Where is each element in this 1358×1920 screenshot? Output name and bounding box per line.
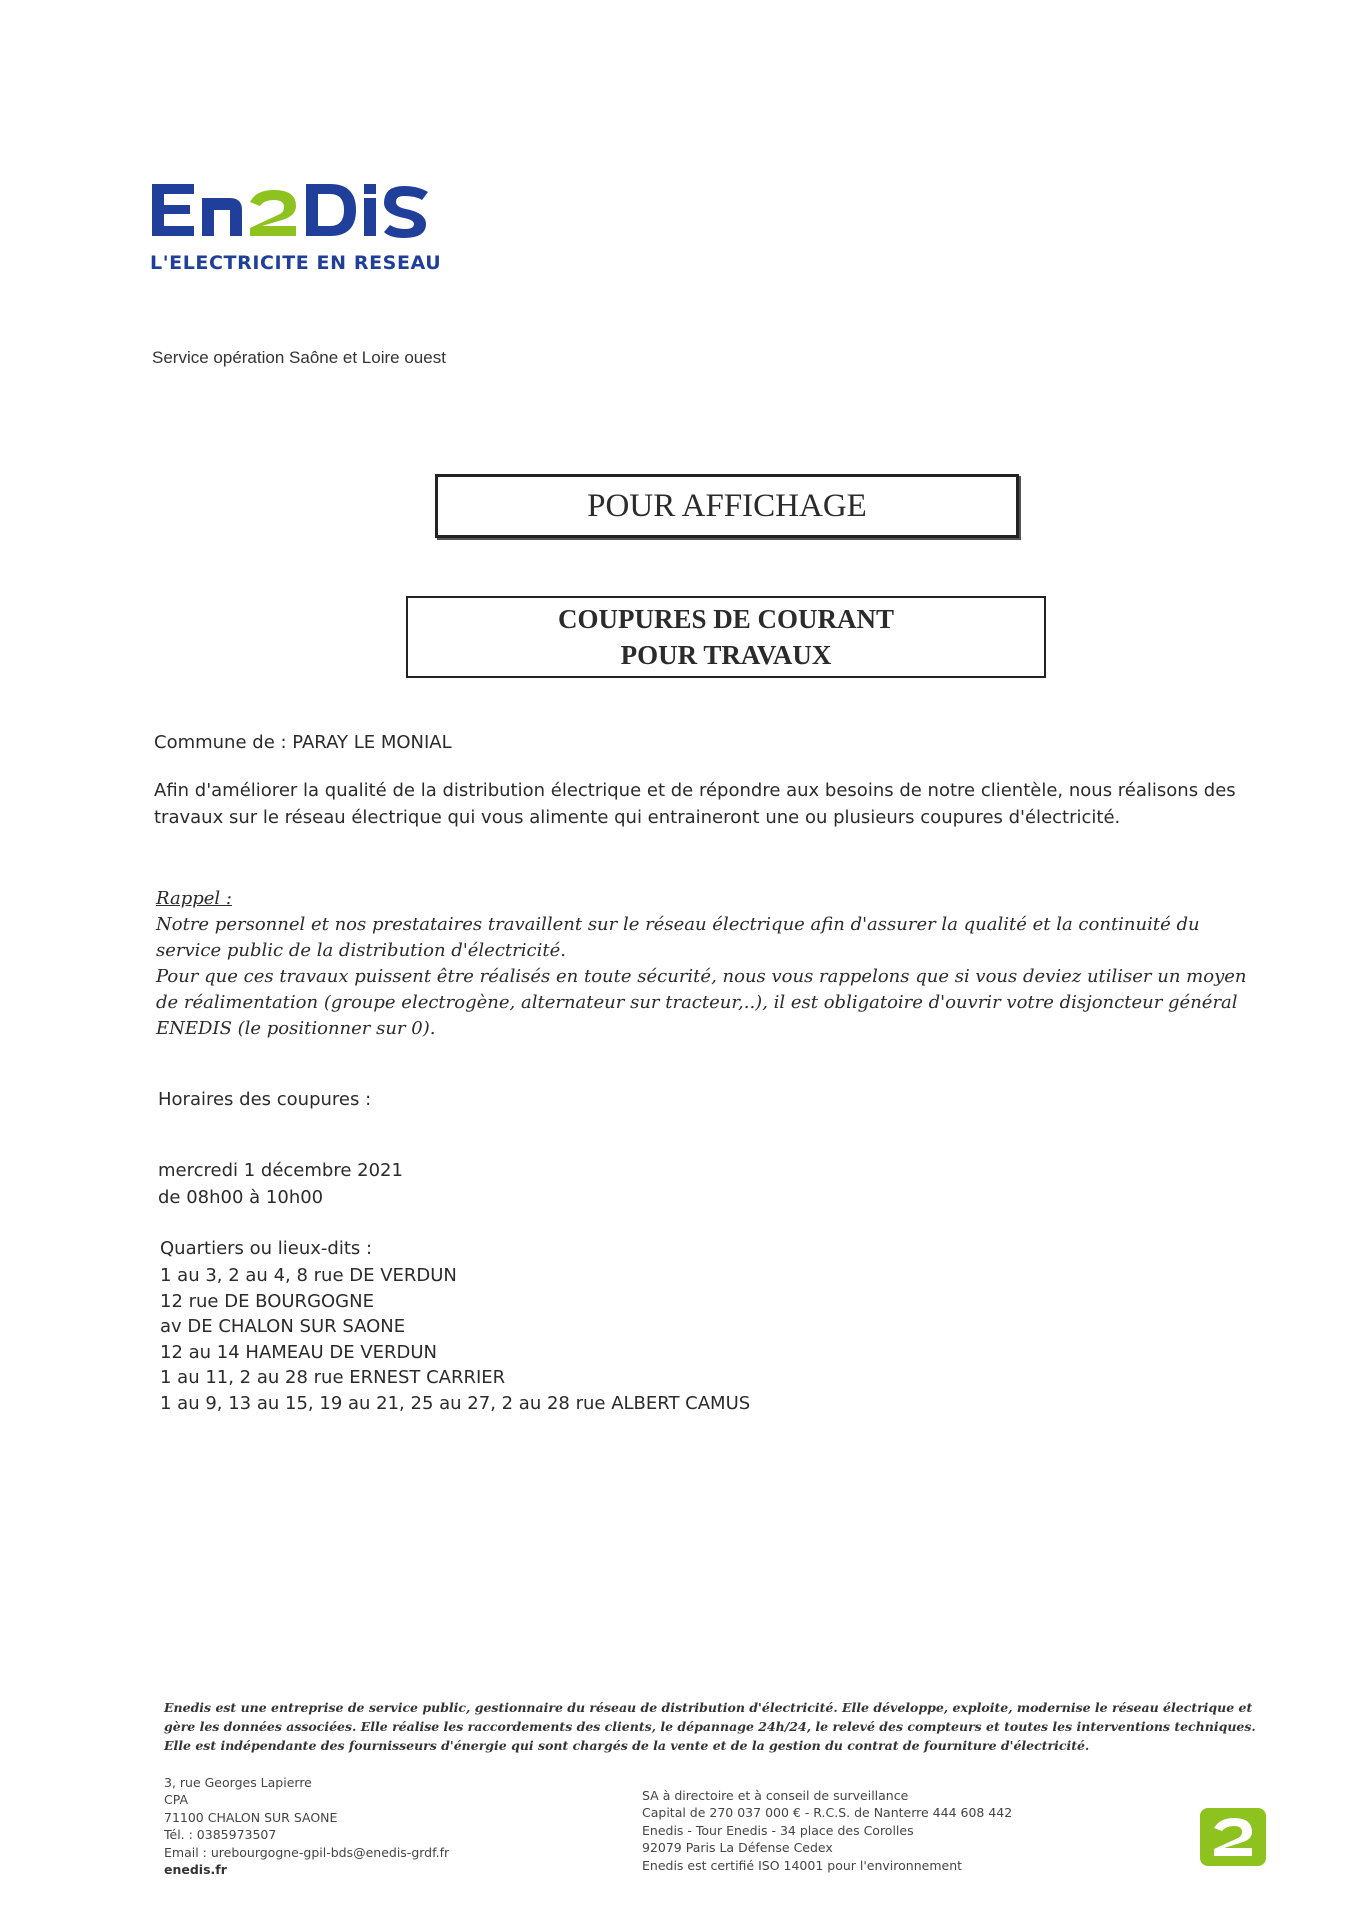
commune: Commune de : PARAY LE MONIAL: [154, 732, 452, 753]
pour-affichage-title: POUR AFFICHAGE: [587, 487, 867, 524]
pour-affichage-box: [435, 474, 1019, 538]
footer-description: Enedis est une entreprise de service public, gestionnaire du réseau de distribution d'électricité. Elle développe, exploite, modernise le réseau électrique et gère les données associées. Elle réalise les raccordements des clients, le dépannage 24h/24, le relevé des compteurs et toutes les interventions techniques. Elle est indépendante des fournisseurs d'énergie qui sont chargés de la vente et de la gestion du contrat de fourniture d'électricité.: [164, 1700, 1256, 1753]
address-email[interactable]: Email : urebourgogne-gpil-bds@enedis-grdf.fr: [164, 1844, 450, 1860]
coupures-box: [406, 596, 1046, 678]
address-line: 3, rue Georges Lapierre: [164, 1775, 312, 1790]
street-list: [160, 1263, 750, 1417]
legal-line: Capital de 270 037 000 € - R.C.S. de Nanterre 444 608 442: [642, 1805, 1013, 1821]
enedis-wordmark: [150, 176, 450, 246]
logo-tagline: L'ELECTRICITE EN RESEAU: [150, 252, 442, 274]
legal-line: Enedis est certifié ISO 14001 pour l'environnement: [642, 1857, 963, 1873]
quartiers-label: Quartiers ou lieux-dits :: [160, 1238, 373, 1259]
rappel-title: Rappel :: [156, 888, 232, 909]
footer-legal: [642, 1787, 1012, 1874]
coupures-title-line2: POUR TRAVAUX: [620, 640, 832, 670]
street-item: 1 au 9, 13 au 15, 19 au 21, 25 au 27, 2 au 28 rue ALBERT CAMUS: [160, 1392, 751, 1414]
address-line: CPA: [164, 1792, 189, 1808]
legal-line: SA à directoire et à conseil de surveillance: [642, 1788, 909, 1803]
rappel-paragraph-2: Pour que ces travaux puissent être réalisés en toute sécurité, nous vous rappelons que si vous deviez utiliser un moyen de réalimentation (groupe electrogène, alternateur sur tracteur,..), il est obligatoire d'ouvrir votre disjoncteur général ENEDIS (le positionner sur 0).: [156, 966, 1247, 1039]
street-item: av DE CHALON SUR SAONE: [160, 1316, 406, 1338]
coupures-title-line1: COUPURES DE COURANT: [557, 604, 895, 634]
rappel-paragraph-1: Notre personnel et nos prestataires travaillent sur le réseau électrique afin d'assurer la qualité et la continuité du service public de la distribution d'électricité.: [156, 914, 1200, 961]
street-item: 12 au 14 HAMEAU DE VERDUN: [160, 1341, 438, 1363]
rappel-section: [156, 886, 1266, 1042]
street-item: 12 rue DE BOURGOGNE: [160, 1290, 374, 1312]
address-phone: Tél. : 0385973507: [164, 1827, 277, 1843]
horaires-label: Horaires des coupures :: [158, 1089, 372, 1110]
legal-line: Enedis - Tour Enedis - 34 place des Corolles: [642, 1822, 914, 1838]
legal-line: 92079 Paris La Défense Cedex: [642, 1840, 833, 1856]
address-line: 71100 CHALON SUR SAONE: [164, 1809, 338, 1825]
footer-address: [164, 1774, 449, 1878]
outage-hours: de 08h00 à 10h00: [158, 1187, 324, 1208]
outage-date: mercredi 1 décembre 2021: [158, 1160, 403, 1181]
street-item: 1 au 11, 2 au 28 rue ERNEST CARRIER: [160, 1367, 506, 1389]
intro-paragraph: Afin d'améliorer la qualité de la distribution électrique et de répondre aux besoins de notre clientèle, nous réalisons des travaux sur le réseau électrique qui vous alimente qui entraineront une ou plusieurs coupures d'électricité.: [154, 780, 1236, 828]
enedis-symbol-icon: [1200, 1808, 1266, 1866]
street-item: 1 au 3, 2 au 4, 8 rue DE VERDUN: [160, 1265, 457, 1286]
service-name: Service opération Saône et Loire ouest: [152, 348, 446, 367]
website-link[interactable]: enedis.fr: [164, 1862, 227, 1878]
